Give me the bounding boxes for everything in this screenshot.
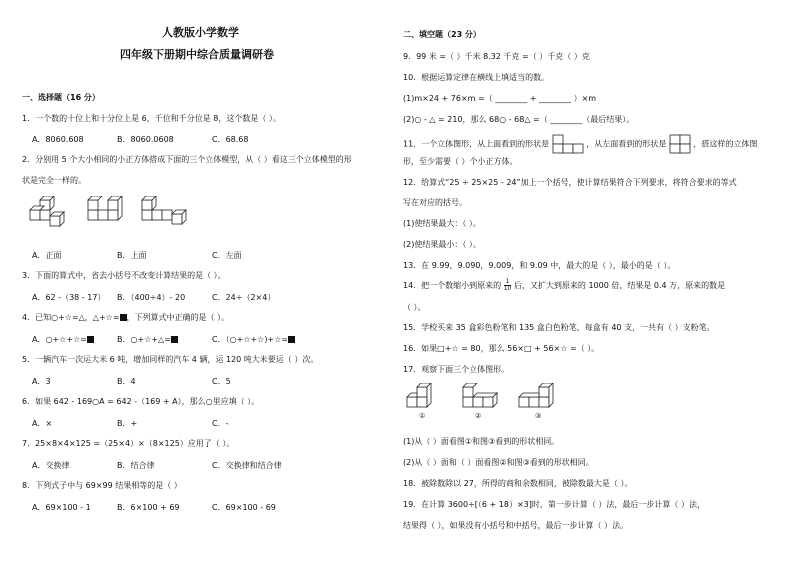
q1-option-a: A．8060.608 — [32, 135, 84, 144]
q1-option-c: C．68.68 — [212, 135, 249, 144]
q10-text: 10．根据运算定律在横线上填适当的数。 — [403, 73, 550, 82]
black-square-icon — [120, 314, 127, 321]
section-2-heading: 二、填空题（23 分） — [403, 30, 481, 39]
q4-text-pre: 4．已知○+☆=△，△+☆= — [22, 313, 120, 322]
q3-text: 3．下面的算式中，省去小括号不改变计算结果的是（ ）。 — [22, 271, 226, 280]
q2-text: 2．分别用 5 个大小相同的小正方体搭成下面的三个立体模型，从（ ）看这三个立体模型的形 — [22, 155, 352, 164]
q14-text-2: （ ）。 — [403, 303, 426, 312]
q15-text: 15．学校买来 35 盒彩色粉笔和 135 盒白色粉笔，每盒有 40 支，一共有（ ）支粉笔。 — [403, 323, 715, 332]
q6-option-c: C．- — [212, 419, 229, 428]
q6-option-a: A．× — [32, 419, 53, 428]
q17-2-text: (2)从（ ）面和（ ）面看图②和图③看到的形状相同。 — [403, 458, 594, 467]
section-1-heading: 一、选择题（16 分） — [22, 93, 100, 102]
q17-1-text: (1)从（ ）面看图①和图③看到的形状相同。 — [403, 437, 560, 446]
q10-2-text: (2)○ - △ = 210，那么 68○ - 68△ =（ ________（最后结果）。 — [403, 115, 635, 124]
q18-text: 18．被除数除以 27，所得的商和余数相同，被除数最大是（ ）。 — [403, 479, 633, 488]
q11-text-2: 形，至少需要（ ）个小正方体。 — [403, 157, 518, 166]
q12-a-text: (1)使结果最大：（ ）。 — [403, 219, 481, 228]
q2-option-a: A．正面 — [32, 251, 62, 260]
black-square-icon — [171, 336, 178, 343]
black-square-icon — [87, 336, 94, 343]
q4-option-b: B．○+☆+△= — [117, 334, 178, 345]
q4-text — [22, 313, 229, 323]
black-square-icon — [288, 336, 295, 343]
q9-text: 9．99 米 =（ ）千米 8.32 千克 =（ ）千克（ ）克 — [403, 52, 590, 61]
q4-text-post: ，下列算式中正确的是（ ）。 — [126, 313, 230, 322]
q16-text: 16．如果□+☆ = 80，那么 56×□ + 56×☆ =（ ）。 — [403, 344, 600, 353]
q12-b-text: (2)使结果最小：（ ）。 — [403, 240, 481, 249]
q3-option-a: A．62 -（38 - 17） — [32, 293, 106, 302]
q17-text: 17．观察下面三个立体图形。 — [403, 365, 510, 374]
q8-option-a: A．69×100 - 1 — [32, 503, 91, 512]
q17-label-1: ① — [419, 412, 426, 420]
q4-option-c: C．（○+☆+☆)+☆= — [212, 334, 295, 345]
q12-text-2: 写在对应的括号。 — [403, 198, 467, 207]
q5-option-a: A．3 — [32, 377, 51, 386]
q8-text: 8．下列式子中与 69×99 结果相等的是（ ） — [22, 481, 182, 490]
q17-label-3: ③ — [535, 412, 542, 420]
q7-option-c: C．交换律和结合律 — [212, 461, 282, 470]
q1-text: 1．一个数的十位上和十分位上是 6，千位和千分位是 8，这个数是（ ）。 — [22, 114, 281, 123]
q2-text-2: 状是完全一样的。 — [22, 176, 86, 185]
title-line-1: 人教版小学数学 — [162, 26, 239, 39]
q1-option-b: B．8060.0608 — [117, 135, 174, 144]
top-view-shape-icon — [552, 134, 584, 154]
q5-option-b: B．4 — [117, 377, 136, 386]
cube-model-2 — [88, 196, 122, 220]
cube-model-1 — [30, 196, 64, 226]
q2-cube-models-figure — [28, 196, 188, 232]
q7-option-b: B．结合律 — [117, 461, 155, 470]
q17-figure-3 — [519, 383, 553, 407]
q2-option-c: C．左面 — [212, 251, 242, 260]
q17-cube-figures — [405, 383, 575, 427]
q19-text: 19．在计算 3600÷[（6 + 18）×3]时，第一步计算（ ）法，最后一步计算（ ）法， — [403, 500, 705, 509]
q6-text: 6．如果 642 - 169○A = 642 -（169 + A），那么○里应填（ ）。 — [22, 397, 260, 406]
cube-model-3 — [142, 196, 186, 224]
q10-1-text: (1)m×24 + 76×m =（ ________ + ________ ）×m — [403, 94, 597, 103]
q8-option-b: B．6×100 + 69 — [117, 503, 180, 512]
title-line-2: 四年级下册期中综合质量调研卷 — [120, 48, 274, 61]
q7-text: 7．25×8×4×125 =（25×4）×（8×125）应用了（ ）。 — [22, 439, 235, 448]
left-view-shape-icon — [669, 134, 691, 154]
q3-option-c: C．24÷（2×4） — [212, 293, 276, 302]
q14-text: 14．把一个数缩小到原来的 $\frac{1}{10}$ 后，又扩大到原来的 1000 倍，结果是 0.4 万，原来的数是 — [403, 278, 726, 292]
q5-option-c: C．5 — [212, 377, 231, 386]
q19-text-2: 结果得（ ），如果没有小括号和中括号，最后一步计算（ ）法。 — [403, 521, 629, 530]
q8-option-c: C．69×100 - 69 — [212, 503, 276, 512]
q17-figure-1 — [407, 383, 431, 407]
q11-text: 11．一个立体图形，从上面看到的形状是 ，从左面看到的形状是 ，搭这样的立体图 — [403, 134, 757, 154]
q13-text: 13．在 9.99，9.090，9.009，和 9.09 中，最大的是（ ），最小的是（ ）。 — [403, 261, 676, 270]
q7-option-a: A．交换律 — [32, 461, 70, 470]
q5-text: 5．一辆汽车一次运大米 6 吨，增加同样的汽车 4 辆，运 120 吨大米要运（ ）次。 — [22, 355, 319, 364]
q17-label-2: ② — [475, 412, 482, 420]
q6-option-b: B．+ — [117, 419, 138, 428]
q17-figure-2 — [463, 383, 497, 407]
q3-option-b: B．（400÷4）- 20 — [117, 293, 186, 302]
q2-option-b: B．上面 — [117, 251, 147, 260]
fraction: $\frac{1}{10}$ — [503, 278, 512, 292]
q4-option-a: A．○+☆+☆= — [32, 334, 94, 345]
q12-text: 12．给算式“25 ÷ 25×25 - 24”加上一个括号，使计算结果符合下列要求，将符合要求的等式 — [403, 178, 737, 187]
